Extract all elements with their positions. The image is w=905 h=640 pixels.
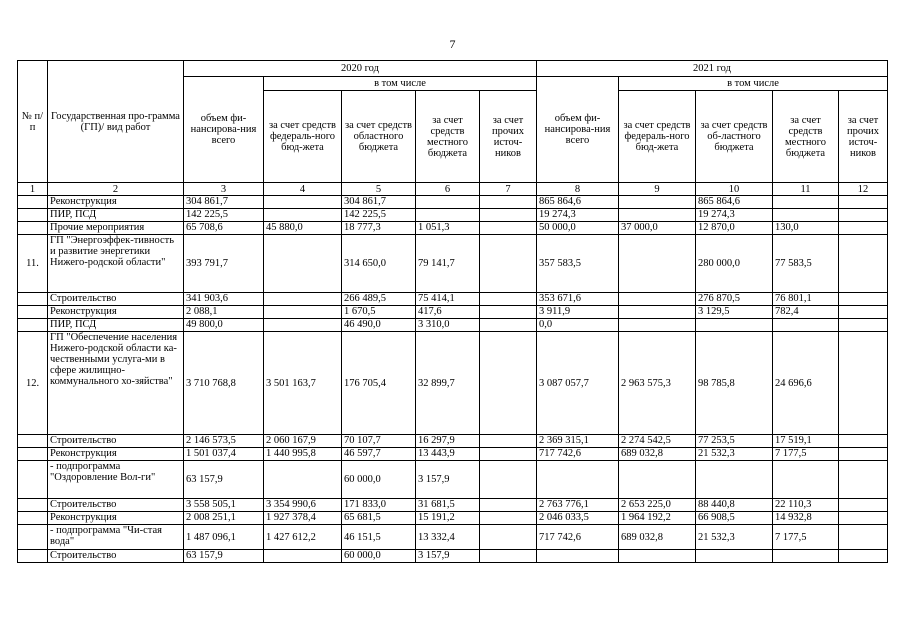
value-cell: 14 932,8 — [773, 512, 839, 525]
row-name: ГП "Энергоэффек-тивность и развитие энергетики Нижего-родской области" — [48, 235, 184, 293]
value-cell — [839, 209, 888, 222]
value-cell: 49 800,0 — [184, 319, 264, 332]
value-cell: 717 742,6 — [537, 448, 619, 461]
value-cell: 171 833,0 — [342, 499, 416, 512]
row-number — [18, 550, 48, 563]
table-row — [18, 550, 888, 563]
value-cell — [839, 293, 888, 306]
value-cell: 46 597,7 — [342, 448, 416, 461]
value-cell: 7 177,5 — [773, 525, 839, 550]
table-row — [18, 319, 888, 332]
value-cell: 142 225,5 — [342, 209, 416, 222]
row-number — [18, 196, 48, 209]
row-number — [18, 209, 48, 222]
value-cell: 1 927 378,4 — [264, 512, 342, 525]
value-cell: 341 903,6 — [184, 293, 264, 306]
row-name: Реконструкция — [48, 196, 184, 209]
table-row — [18, 448, 888, 461]
value-cell: 357 583,5 — [537, 235, 619, 293]
value-cell: 37 000,0 — [619, 222, 696, 235]
row-number — [18, 293, 48, 306]
value-cell: 717 742,6 — [537, 525, 619, 550]
value-cell — [416, 209, 480, 222]
value-cell — [480, 332, 537, 435]
header-num: № п/п — [18, 61, 48, 183]
value-cell — [839, 319, 888, 332]
row-number — [18, 512, 48, 525]
row-name: ПИР, ПСД — [48, 319, 184, 332]
value-cell: 2 274 542,5 — [619, 435, 696, 448]
row-name: Строительство — [48, 550, 184, 563]
value-cell — [264, 550, 342, 563]
value-cell: 2 963 575,3 — [619, 332, 696, 435]
value-cell: 1 501 037,4 — [184, 448, 264, 461]
value-cell — [264, 196, 342, 209]
header-other: за счет прочих источ-ников — [839, 91, 888, 183]
value-cell — [264, 235, 342, 293]
value-cell — [480, 525, 537, 550]
value-cell: 1 487 096,1 — [184, 525, 264, 550]
table-row — [18, 306, 888, 319]
value-cell: 689 032,8 — [619, 448, 696, 461]
col-index: 10 — [696, 183, 773, 196]
value-cell: 314 650,0 — [342, 235, 416, 293]
value-cell — [839, 525, 888, 550]
value-cell: 70 107,7 — [342, 435, 416, 448]
table-row — [18, 196, 888, 209]
row-number — [18, 222, 48, 235]
value-cell: 1 670,5 — [342, 306, 416, 319]
value-cell — [839, 499, 888, 512]
value-cell: 393 791,7 — [184, 235, 264, 293]
table-header — [18, 61, 888, 196]
value-cell: 32 899,7 — [416, 332, 480, 435]
value-cell: 21 532,3 — [696, 448, 773, 461]
row-number — [18, 319, 48, 332]
value-cell: 1 440 995,8 — [264, 448, 342, 461]
row-number — [18, 461, 48, 499]
header-regional: за счет средств областного бюджета — [342, 91, 416, 183]
row-number — [18, 499, 48, 512]
value-cell — [480, 306, 537, 319]
col-index: 6 — [416, 183, 480, 196]
value-cell: 50 000,0 — [537, 222, 619, 235]
value-cell: 16 297,9 — [416, 435, 480, 448]
value-cell: 13 332,4 — [416, 525, 480, 550]
table-row — [18, 435, 888, 448]
value-cell — [537, 461, 619, 499]
value-cell — [537, 550, 619, 563]
value-cell: 63 157,9 — [184, 461, 264, 499]
value-cell: 865 864,6 — [537, 196, 619, 209]
col-index: 9 — [619, 183, 696, 196]
value-cell: 3 129,5 — [696, 306, 773, 319]
value-cell — [480, 222, 537, 235]
header-local: за счет средств местного бюджета — [416, 91, 480, 183]
value-cell — [839, 512, 888, 525]
row-name: Прочие мероприятия — [48, 222, 184, 235]
value-cell: 17 519,1 — [773, 435, 839, 448]
col-index: 4 — [264, 183, 342, 196]
row-number: 11. — [18, 235, 48, 293]
value-cell — [480, 448, 537, 461]
value-cell — [480, 499, 537, 512]
value-cell — [480, 512, 537, 525]
value-cell: 304 861,7 — [342, 196, 416, 209]
value-cell: 18 777,3 — [342, 222, 416, 235]
table-row — [18, 461, 888, 499]
value-cell — [480, 209, 537, 222]
col-index: 5 — [342, 183, 416, 196]
value-cell — [696, 461, 773, 499]
value-cell: 0,0 — [537, 319, 619, 332]
value-cell — [480, 319, 537, 332]
table-row — [18, 499, 888, 512]
row-name: ПИР, ПСД — [48, 209, 184, 222]
value-cell: 3 310,0 — [416, 319, 480, 332]
value-cell: 1 427 612,2 — [264, 525, 342, 550]
value-cell: 76 801,1 — [773, 293, 839, 306]
table-row — [18, 525, 888, 550]
col-index: 2 — [48, 183, 184, 196]
table-row — [18, 209, 888, 222]
value-cell — [264, 306, 342, 319]
value-cell: 2 088,1 — [184, 306, 264, 319]
value-cell: 79 141,7 — [416, 235, 480, 293]
value-cell: 19 274,3 — [537, 209, 619, 222]
value-cell — [480, 435, 537, 448]
header-incl: в том числе — [619, 77, 888, 91]
value-cell — [619, 306, 696, 319]
row-number: 12. — [18, 332, 48, 435]
header-federal: за счет средств федераль-ного бюд-жета — [264, 91, 342, 183]
value-cell: 3 157,9 — [416, 550, 480, 563]
row-name: Реконструкция — [48, 448, 184, 461]
value-cell: 88 440,8 — [696, 499, 773, 512]
table-row — [18, 512, 888, 525]
value-cell: 130,0 — [773, 222, 839, 235]
value-cell: 3 501 163,7 — [264, 332, 342, 435]
value-cell: 12 870,0 — [696, 222, 773, 235]
value-cell — [773, 196, 839, 209]
row-name: Строительство — [48, 435, 184, 448]
value-cell — [839, 332, 888, 435]
financing-table — [17, 60, 888, 563]
value-cell — [619, 319, 696, 332]
value-cell: 417,6 — [416, 306, 480, 319]
value-cell: 304 861,7 — [184, 196, 264, 209]
col-index: 7 — [480, 183, 537, 196]
value-cell: 3 087 057,7 — [537, 332, 619, 435]
value-cell: 13 443,9 — [416, 448, 480, 461]
value-cell: 22 110,3 — [773, 499, 839, 512]
value-cell — [696, 550, 773, 563]
value-cell: 176 705,4 — [342, 332, 416, 435]
value-cell — [619, 550, 696, 563]
value-cell: 46 490,0 — [342, 319, 416, 332]
value-cell: 19 274,3 — [696, 209, 773, 222]
value-cell — [773, 461, 839, 499]
value-cell: 66 908,5 — [696, 512, 773, 525]
value-cell: 2 369 315,1 — [537, 435, 619, 448]
value-cell: 3 558 505,1 — [184, 499, 264, 512]
value-cell: 276 870,5 — [696, 293, 773, 306]
value-cell: 3 354 990,6 — [264, 499, 342, 512]
value-cell: 3 157,9 — [416, 461, 480, 499]
table-row — [18, 293, 888, 306]
value-cell: 266 489,5 — [342, 293, 416, 306]
header-regional: за счет средств об-ластного бюджета — [696, 91, 773, 183]
header-total: объем фи-нансирова-ния всего — [184, 77, 264, 183]
value-cell: 46 151,5 — [342, 525, 416, 550]
value-cell — [839, 550, 888, 563]
value-cell — [264, 293, 342, 306]
value-cell — [696, 319, 773, 332]
col-index: 11 — [773, 183, 839, 196]
row-name: Строительство — [48, 499, 184, 512]
value-cell — [839, 222, 888, 235]
table-row — [18, 222, 888, 235]
value-cell: 865 864,6 — [696, 196, 773, 209]
value-cell: 2 146 573,5 — [184, 435, 264, 448]
value-cell — [839, 196, 888, 209]
value-cell — [839, 448, 888, 461]
table-body — [18, 196, 888, 563]
value-cell — [839, 461, 888, 499]
value-cell: 45 880,0 — [264, 222, 342, 235]
col-index: 3 — [184, 183, 264, 196]
header-incl: в том числе — [264, 77, 537, 91]
value-cell: 31 681,5 — [416, 499, 480, 512]
value-cell — [619, 196, 696, 209]
value-cell: 2 763 776,1 — [537, 499, 619, 512]
value-cell: 60 000,0 — [342, 550, 416, 563]
value-cell — [264, 209, 342, 222]
value-cell — [619, 209, 696, 222]
value-cell — [619, 461, 696, 499]
row-number — [18, 435, 48, 448]
value-cell: 280 000,0 — [696, 235, 773, 293]
value-cell — [773, 319, 839, 332]
col-index: 8 — [537, 183, 619, 196]
value-cell — [480, 196, 537, 209]
value-cell — [619, 235, 696, 293]
header-other: за счет прочих источ-ников — [480, 91, 537, 183]
value-cell: 98 785,8 — [696, 332, 773, 435]
page-number: 7 — [449, 37, 456, 51]
value-cell: 7 177,5 — [773, 448, 839, 461]
header-federal: за счет средств федераль-ного бюд-жета — [619, 91, 696, 183]
table-row — [18, 235, 888, 293]
value-cell — [480, 235, 537, 293]
value-cell: 2 653 225,0 — [619, 499, 696, 512]
value-cell — [773, 550, 839, 563]
value-cell — [416, 196, 480, 209]
value-cell: 24 696,6 — [773, 332, 839, 435]
value-cell: 1 051,3 — [416, 222, 480, 235]
value-cell — [839, 235, 888, 293]
value-cell: 689 032,8 — [619, 525, 696, 550]
row-name: - подпрограмма "Оздоровление Вол-ги" — [48, 461, 184, 499]
header-total: объем фи-нансирова-ния всего — [537, 77, 619, 183]
value-cell: 65 708,6 — [184, 222, 264, 235]
value-cell: 2 060 167,9 — [264, 435, 342, 448]
column-number-row — [18, 183, 888, 196]
row-name: Реконструкция — [48, 512, 184, 525]
row-name: ГП "Обеспечение населения Нижего-родской области ка-чественными услуга-ми в сфере жилищно-коммунального хо-зяйства" — [48, 332, 184, 435]
value-cell — [480, 550, 537, 563]
value-cell — [480, 461, 537, 499]
header-program: Государственная про-грамма (ГП)/ вид работ — [48, 61, 184, 183]
value-cell — [839, 435, 888, 448]
value-cell: 1 964 192,2 — [619, 512, 696, 525]
value-cell — [619, 293, 696, 306]
header-year-2021: 2021 год — [537, 61, 888, 77]
value-cell: 2 046 033,5 — [537, 512, 619, 525]
col-index: 1 — [18, 183, 48, 196]
value-cell: 142 225,5 — [184, 209, 264, 222]
row-number — [18, 306, 48, 319]
value-cell — [773, 209, 839, 222]
value-cell: 75 414,1 — [416, 293, 480, 306]
row-number — [18, 448, 48, 461]
value-cell: 2 008 251,1 — [184, 512, 264, 525]
value-cell: 77 583,5 — [773, 235, 839, 293]
value-cell: 782,4 — [773, 306, 839, 319]
value-cell: 63 157,9 — [184, 550, 264, 563]
value-cell — [264, 461, 342, 499]
table-row — [18, 332, 888, 435]
value-cell — [839, 306, 888, 319]
value-cell: 65 681,5 — [342, 512, 416, 525]
value-cell: 15 191,2 — [416, 512, 480, 525]
header-year-2020: 2020 год — [184, 61, 537, 77]
value-cell: 21 532,3 — [696, 525, 773, 550]
value-cell — [480, 293, 537, 306]
col-index: 12 — [839, 183, 888, 196]
value-cell: 3 710 768,8 — [184, 332, 264, 435]
row-name: - подпрограмма "Чи-стая вода" — [48, 525, 184, 550]
value-cell: 60 000,0 — [342, 461, 416, 499]
value-cell: 3 911,9 — [537, 306, 619, 319]
value-cell — [264, 319, 342, 332]
value-cell: 77 253,5 — [696, 435, 773, 448]
value-cell: 353 671,6 — [537, 293, 619, 306]
header-local: за счет средств местного бюджета — [773, 91, 839, 183]
row-name: Строительство — [48, 293, 184, 306]
row-number — [18, 525, 48, 550]
row-name: Реконструкция — [48, 306, 184, 319]
